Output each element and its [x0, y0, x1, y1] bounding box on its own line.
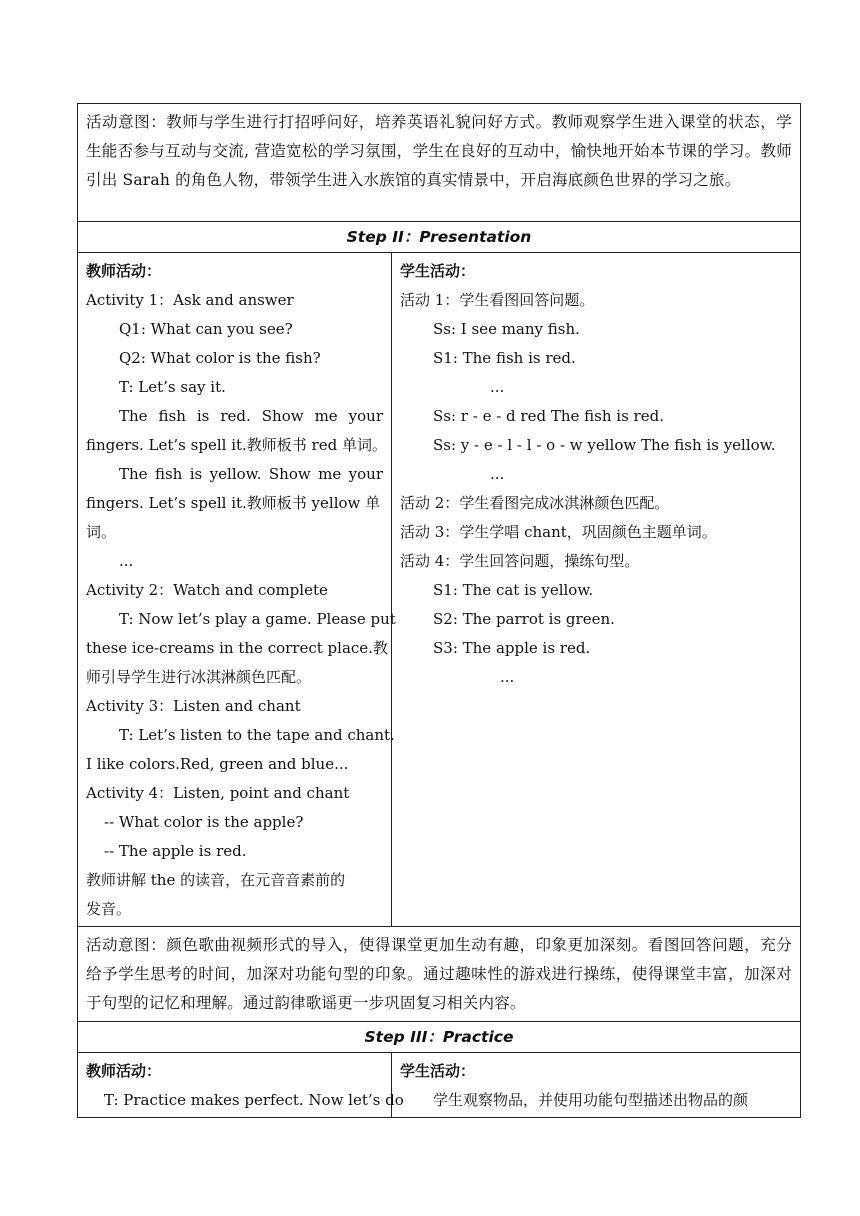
teacher-header-3: 教师活动： [86, 1062, 162, 1080]
student-line-fish-red: S1: The fish is red. [433, 349, 576, 367]
teacher-activity-3: Activity 3：Listen and chant [86, 697, 301, 715]
teacher-activities-cell-3 [78, 1053, 404, 1118]
student-line-apple: S3: The apple is red. [433, 639, 591, 657]
student-practice-line: 学生观察物品，并使用功能句型描述出物品的颜 [433, 1091, 749, 1109]
activity-intent-1: 活动意图：教师与学生进行打招呼问好，培养英语礼貌问好方式。教师观察学生进入课堂的状态，学生能否参与互动与交流, 营造宽松的学习氛围，学生在良好的互动中，愉快地开始本节课的学习。教师引出 Sarah 的角色人物，带领学生进入水族馆的真实情景中，开启海底颜色世界的学习之旅。 [78, 104, 801, 222]
teacher-ellipsis: ... [119, 552, 134, 570]
student-activity-4: 活动 4：学生回答问题，操练句型。 [400, 552, 640, 570]
activities-row-3 [78, 1053, 801, 1118]
student-line-cat: S1: The cat is yellow. [433, 581, 594, 599]
teacher-q1: Q1: What can you see? [119, 320, 293, 338]
teacher-say-it: T: Let’s say it. [119, 378, 226, 396]
teacher-note-line-2: 发音。 [86, 900, 132, 918]
step-2-title: Step II：Presentation [78, 222, 801, 253]
student-line-spell-red: Ss: r - e - d red The fish is red. [433, 407, 664, 425]
teacher-red-line-2: fingers. Let’s spell it.教师板书 red 单词。 [86, 436, 387, 454]
step-row-3 [78, 1022, 801, 1053]
lesson-plan-table [77, 103, 801, 1118]
teacher-game-line-1: T: Now let’s play a game. Please put [119, 610, 396, 628]
teacher-dialog-2: -- The apple is red. [104, 842, 247, 860]
student-line-spell-yellow: Ss: y - e - l - l - o - w yellow The fish is yellow. [433, 436, 776, 454]
student-activity-1: 活动 1：学生看图回答问题。 [400, 291, 595, 309]
teacher-activities-cell [78, 253, 396, 927]
student-line-parrot: S2: The parrot is green. [433, 610, 615, 628]
student-header-3: 学生活动： [400, 1062, 476, 1080]
teacher-yellow-line-1: The fish is yellow. Show me your [119, 465, 383, 483]
teacher-yellow-line-2: fingers. Let’s spell it.教师板书 yellow 单 [86, 494, 381, 512]
activity-intent-2: 活动意图：颜色歌曲视频形式的导入，使得课堂更加生动有趣，印象更加深刻。看图回答问题，充分给予学生思考的时间，加深对功能句型的印象。通过趣味性的游戏进行操练，使得课堂丰富，加深对于句型的记忆和理解。通过韵律歌谣更一步巩固复习相关内容。 [78, 927, 801, 1022]
student-activity-2: 活动 2：学生看图完成冰淇淋颜色匹配。 [400, 494, 670, 512]
student-line-see-fish: Ss: I see many fish. [433, 320, 580, 338]
teacher-red-line-1: The fish is red. Show me your [119, 407, 383, 425]
student-ellipsis-3: ... [500, 668, 515, 686]
teacher-game-line-3: 师引导学生进行冰淇淋颜色匹配。 [86, 668, 312, 686]
activities-row-2 [78, 253, 801, 927]
teacher-chant-line-1: T: Let’s listen to the tape and chant. [119, 726, 395, 744]
step-row-2 [78, 222, 801, 253]
student-activity-3: 活动 3：学生学唱 chant，巩固颜色主题单词。 [400, 523, 717, 541]
student-activities-cell-3 [392, 1053, 801, 1118]
step-3-title: Step III：Practice [78, 1022, 801, 1053]
teacher-q2: Q2: What color is the fish? [119, 349, 321, 367]
student-header: 学生活动： [400, 262, 476, 280]
lesson-plan-page [77, 103, 800, 1118]
teacher-note-line-1: 教师讲解 the 的读音，在元音音素前的 [86, 871, 346, 889]
student-activities-cell [392, 253, 801, 927]
intent-row-1 [78, 104, 801, 222]
teacher-activity-2: Activity 2：Watch and complete [86, 581, 328, 599]
teacher-game-line-2: these ice-creams in the correct place.教 [86, 639, 388, 657]
teacher-chant-line-2: I like colors.Red, green and blue... [86, 755, 349, 773]
teacher-dialog-1: -- What color is the apple? [104, 813, 304, 831]
teacher-activity-4: Activity 4：Listen, point and chant [86, 784, 350, 802]
teacher-header: 教师活动： [86, 262, 162, 280]
intent-row-2 [78, 927, 801, 1022]
student-ellipsis-2: ... [490, 465, 505, 483]
student-ellipsis-1: ... [490, 378, 505, 396]
teacher-practice-line: T: Practice makes perfect. Now let’s do [104, 1091, 404, 1109]
teacher-yellow-line-3: 词。 [86, 523, 117, 541]
teacher-activity-1: Activity 1：Ask and answer [86, 291, 294, 309]
